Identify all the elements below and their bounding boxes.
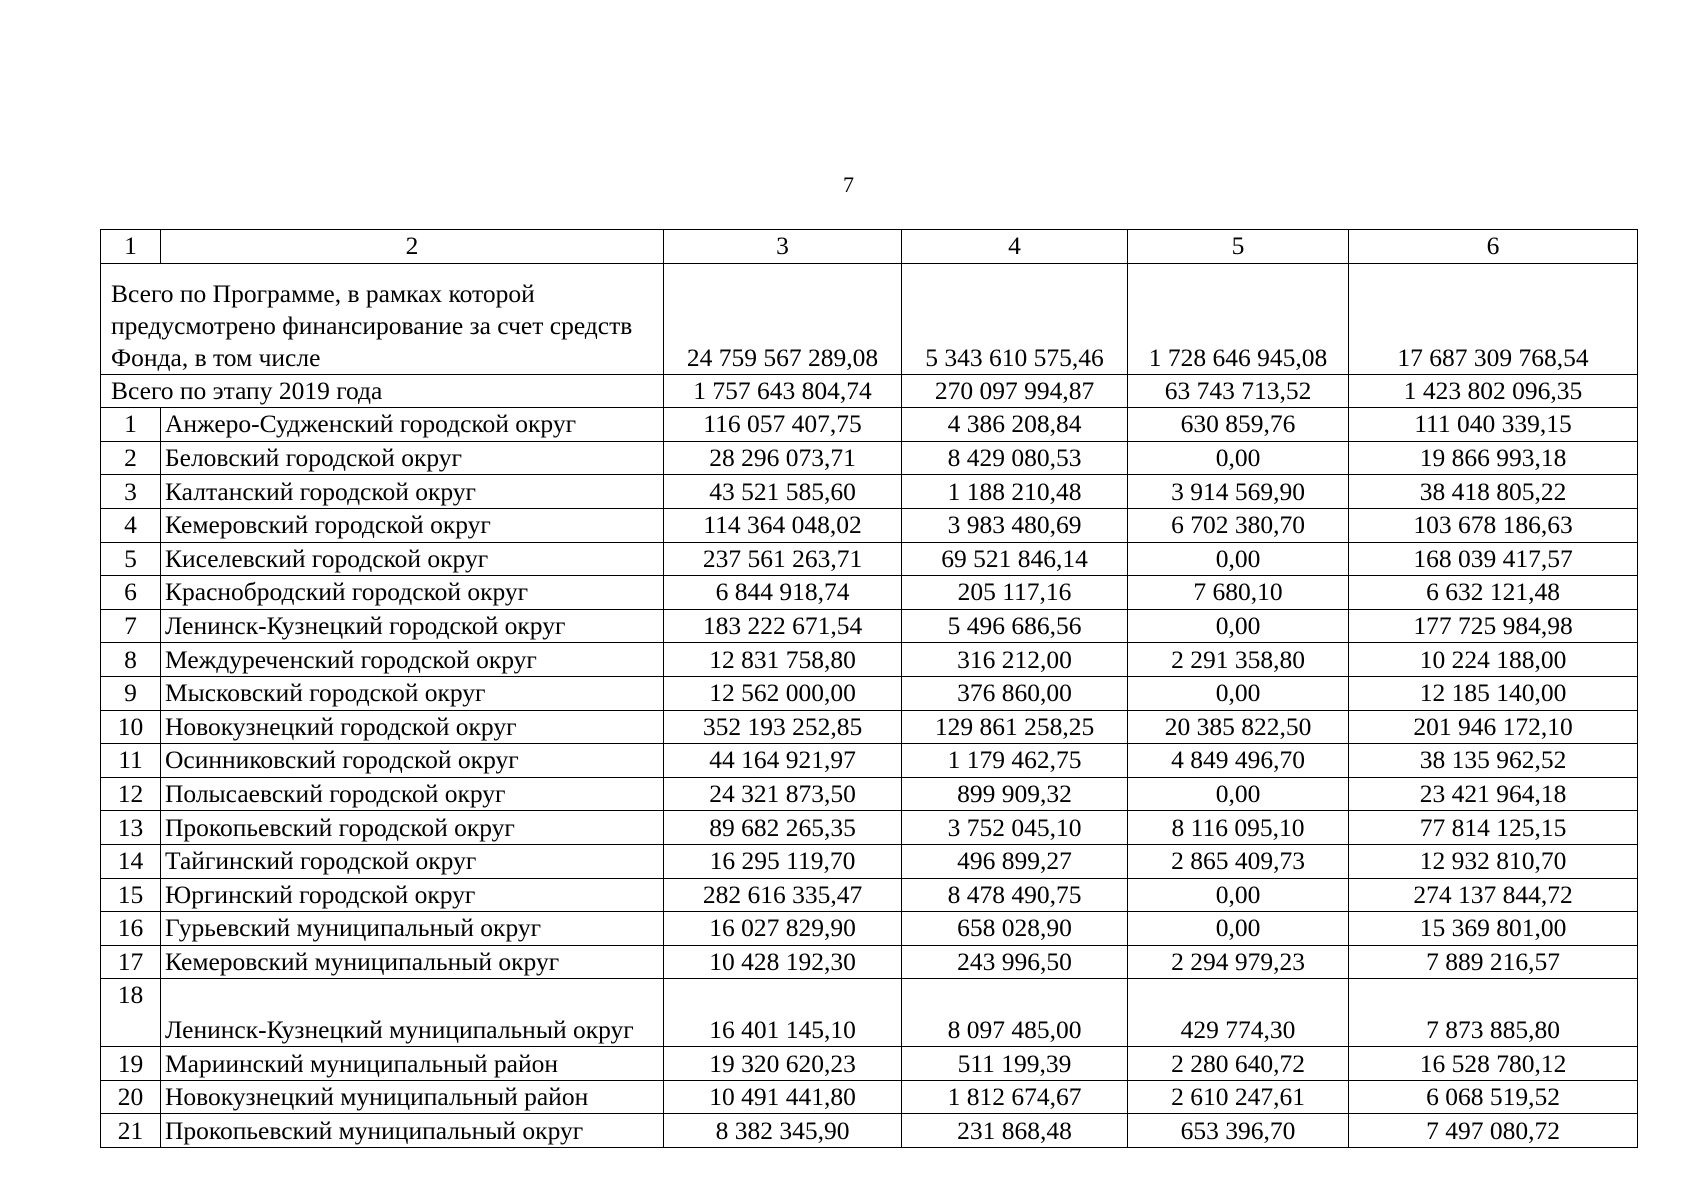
row-number-cell: 1 [101,408,161,442]
amount-cell: 0,00 [1128,878,1349,912]
amount-cell: 23 421 964,18 [1349,777,1638,811]
table-row [101,475,1638,509]
amount-cell: 899 909,32 [902,777,1128,811]
row-number-cell: 11 [101,744,161,778]
row-number-cell: 18 [101,979,161,1047]
column-number-cell: 4 [902,230,1128,264]
row-number-cell: 7 [101,609,161,643]
amount-cell: 201 946 172,10 [1349,710,1638,744]
amount-cell: 6 632 121,48 [1349,576,1638,610]
table-row [101,408,1638,442]
municipality-name-cell: Кемеровский городской округ [161,508,664,542]
row-number-cell: 14 [101,844,161,878]
amount-cell: 114 364 048,02 [664,508,902,542]
table-row [101,508,1638,542]
program-total-label: Всего по Программе, в рамках которой предусмотрено финансирование за счет средств Фонда, в том числе [101,263,664,374]
row-number-cell: 19 [101,1047,161,1081]
amount-cell: 24 321 873,50 [664,777,902,811]
municipality-name-cell: Мысковский городской округ [161,676,664,710]
amount-cell: 16 528 780,12 [1349,1047,1638,1081]
amount-cell: 38 135 962,52 [1349,744,1638,778]
amount-cell: 0,00 [1128,777,1349,811]
amount-cell: 44 164 921,97 [664,744,902,778]
amount-cell: 10 491 441,80 [664,1080,902,1114]
financing-table [100,229,1638,1148]
table-row [101,912,1638,946]
program-total-value: 5 343 610 575,46 [902,263,1128,374]
municipality-name-cell: Калтанский городской округ [161,475,664,509]
amount-cell: 8 097 485,00 [902,979,1128,1047]
amount-cell: 496 899,27 [902,844,1128,878]
municipality-name-cell: Полысаевский городской округ [161,777,664,811]
amount-cell: 0,00 [1128,441,1349,475]
table-row [101,576,1638,610]
stage-total-row [101,374,1638,408]
stage-total-value: 270 097 994,87 [902,374,1128,408]
amount-cell: 16 027 829,90 [664,912,902,946]
table-row [101,609,1638,643]
municipality-name-cell: Ленинск-Кузнецкий муниципальный округ [161,979,664,1047]
amount-cell: 5 496 686,56 [902,609,1128,643]
column-number-row [101,230,1638,264]
municipality-name-cell: Междуреченский городской округ [161,643,664,677]
column-number-cell: 5 [1128,230,1349,264]
row-number-cell: 17 [101,945,161,979]
row-number-cell: 8 [101,643,161,677]
amount-cell: 8 116 095,10 [1128,811,1349,845]
municipality-name-cell: Осинниковский городской округ [161,744,664,778]
amount-cell: 177 725 984,98 [1349,609,1638,643]
amount-cell: 15 369 801,00 [1349,912,1638,946]
amount-cell: 352 193 252,85 [664,710,902,744]
column-number-cell: 1 [101,230,161,264]
program-total-value: 1 728 646 945,08 [1128,263,1349,374]
municipality-name-cell: Беловский городской округ [161,441,664,475]
table-body [101,230,1638,1148]
municipality-name-cell: Прокопьевский муниципальный округ [161,1114,664,1148]
amount-cell: 7 889 216,57 [1349,945,1638,979]
amount-cell: 89 682 265,35 [664,811,902,845]
column-number-cell: 6 [1349,230,1638,264]
table-row [101,710,1638,744]
municipality-name-cell: Прокопьевский городской округ [161,811,664,845]
municipality-name-cell: Кемеровский муниципальный округ [161,945,664,979]
amount-cell: 7 680,10 [1128,576,1349,610]
table-row [101,744,1638,778]
table-row [101,945,1638,979]
amount-cell: 282 616 335,47 [664,878,902,912]
amount-cell: 20 385 822,50 [1128,710,1349,744]
row-number-cell: 20 [101,1080,161,1114]
stage-total-value: 1 423 802 096,35 [1349,374,1638,408]
amount-cell: 116 057 407,75 [664,408,902,442]
amount-cell: 8 382 345,90 [664,1114,902,1148]
program-total-value: 24 759 567 289,08 [664,263,902,374]
amount-cell: 10 428 192,30 [664,945,902,979]
municipality-name-cell: Краснобродский городской округ [161,576,664,610]
table-row [101,844,1638,878]
amount-cell: 243 996,50 [902,945,1128,979]
amount-cell: 3 752 045,10 [902,811,1128,845]
program-total-row [101,263,1638,374]
amount-cell: 376 860,00 [902,676,1128,710]
amount-cell: 8 478 490,75 [902,878,1128,912]
amount-cell: 2 280 640,72 [1128,1047,1349,1081]
amount-cell: 0,00 [1128,912,1349,946]
amount-cell: 4 386 208,84 [902,408,1128,442]
amount-cell: 511 199,39 [902,1047,1128,1081]
row-number-cell: 9 [101,676,161,710]
amount-cell: 12 562 000,00 [664,676,902,710]
municipality-name-cell: Новокузнецкий городской округ [161,710,664,744]
amount-cell: 231 868,48 [902,1114,1128,1148]
amount-cell: 205 117,16 [902,576,1128,610]
amount-cell: 77 814 125,15 [1349,811,1638,845]
amount-cell: 7 497 080,72 [1349,1114,1638,1148]
stage-total-label: Всего по этапу 2019 года [101,374,664,408]
amount-cell: 316 212,00 [902,643,1128,677]
amount-cell: 1 812 674,67 [902,1080,1128,1114]
municipality-name-cell: Тайгинский городской округ [161,844,664,878]
municipality-name-cell: Гурьевский муниципальный округ [161,912,664,946]
amount-cell: 3 983 480,69 [902,508,1128,542]
table-row [101,1114,1638,1148]
amount-cell: 630 859,76 [1128,408,1349,442]
amount-cell: 10 224 188,00 [1349,643,1638,677]
row-number-cell: 2 [101,441,161,475]
table-row [101,777,1638,811]
amount-cell: 19 866 993,18 [1349,441,1638,475]
table-row [101,1080,1638,1114]
amount-cell: 12 185 140,00 [1349,676,1638,710]
amount-cell: 1 179 462,75 [902,744,1128,778]
row-number-cell: 12 [101,777,161,811]
table-row [101,542,1638,576]
amount-cell: 16 401 145,10 [664,979,902,1047]
municipality-name-cell: Анжеро-Судженский городской округ [161,408,664,442]
amount-cell: 2 294 979,23 [1128,945,1349,979]
row-number-cell: 15 [101,878,161,912]
amount-cell: 111 040 339,15 [1349,408,1638,442]
amount-cell: 4 849 496,70 [1128,744,1349,778]
amount-cell: 0,00 [1128,609,1349,643]
amount-cell: 3 914 569,90 [1128,475,1349,509]
amount-cell: 2 610 247,61 [1128,1080,1349,1114]
amount-cell: 653 396,70 [1128,1114,1349,1148]
amount-cell: 2 865 409,73 [1128,844,1349,878]
amount-cell: 6 844 918,74 [664,576,902,610]
amount-cell: 12 831 758,80 [664,643,902,677]
row-number-cell: 6 [101,576,161,610]
row-number-cell: 5 [101,542,161,576]
row-number-cell: 4 [101,508,161,542]
amount-cell: 429 774,30 [1128,979,1349,1047]
amount-cell: 12 932 810,70 [1349,844,1638,878]
amount-cell: 43 521 585,60 [664,475,902,509]
amount-cell: 6 068 519,52 [1349,1080,1638,1114]
amount-cell: 2 291 358,80 [1128,643,1349,677]
table-row [101,643,1638,677]
amount-cell: 183 222 671,54 [664,609,902,643]
amount-cell: 129 861 258,25 [902,710,1128,744]
amount-cell: 6 702 380,70 [1128,508,1349,542]
municipality-name-cell: Киселевский городской округ [161,542,664,576]
row-number-cell: 3 [101,475,161,509]
amount-cell: 19 320 620,23 [664,1047,902,1081]
municipality-name-cell: Ленинск-Кузнецкий городской округ [161,609,664,643]
amount-cell: 0,00 [1128,676,1349,710]
table-row [101,979,1638,1047]
amount-cell: 69 521 846,14 [902,542,1128,576]
program-total-value: 17 687 309 768,54 [1349,263,1638,374]
stage-total-value: 63 743 713,52 [1128,374,1349,408]
row-number-cell: 13 [101,811,161,845]
column-number-cell: 2 [161,230,664,264]
table-row [101,676,1638,710]
row-number-cell: 16 [101,912,161,946]
table-row [101,441,1638,475]
amount-cell: 237 561 263,71 [664,542,902,576]
amount-cell: 28 296 073,71 [664,441,902,475]
municipality-name-cell: Мариинский муниципальный район [161,1047,664,1081]
municipality-name-cell: Новокузнецкий муниципальный район [161,1080,664,1114]
amount-cell: 103 678 186,63 [1349,508,1638,542]
stage-total-value: 1 757 643 804,74 [664,374,902,408]
amount-cell: 7 873 885,80 [1349,979,1638,1047]
table-row [101,811,1638,845]
amount-cell: 16 295 119,70 [664,844,902,878]
amount-cell: 38 418 805,22 [1349,475,1638,509]
amount-cell: 274 137 844,72 [1349,878,1638,912]
column-number-cell: 3 [664,230,902,264]
page-number: 7 [843,172,854,197]
table-row [101,878,1638,912]
amount-cell: 0,00 [1128,542,1349,576]
amount-cell: 168 039 417,57 [1349,542,1638,576]
amount-cell: 1 188 210,48 [902,475,1128,509]
amount-cell: 658 028,90 [902,912,1128,946]
row-number-cell: 10 [101,710,161,744]
municipality-name-cell: Юргинский городской округ [161,878,664,912]
row-number-cell: 21 [101,1114,161,1148]
amount-cell: 8 429 080,53 [902,441,1128,475]
table-row [101,1047,1638,1081]
